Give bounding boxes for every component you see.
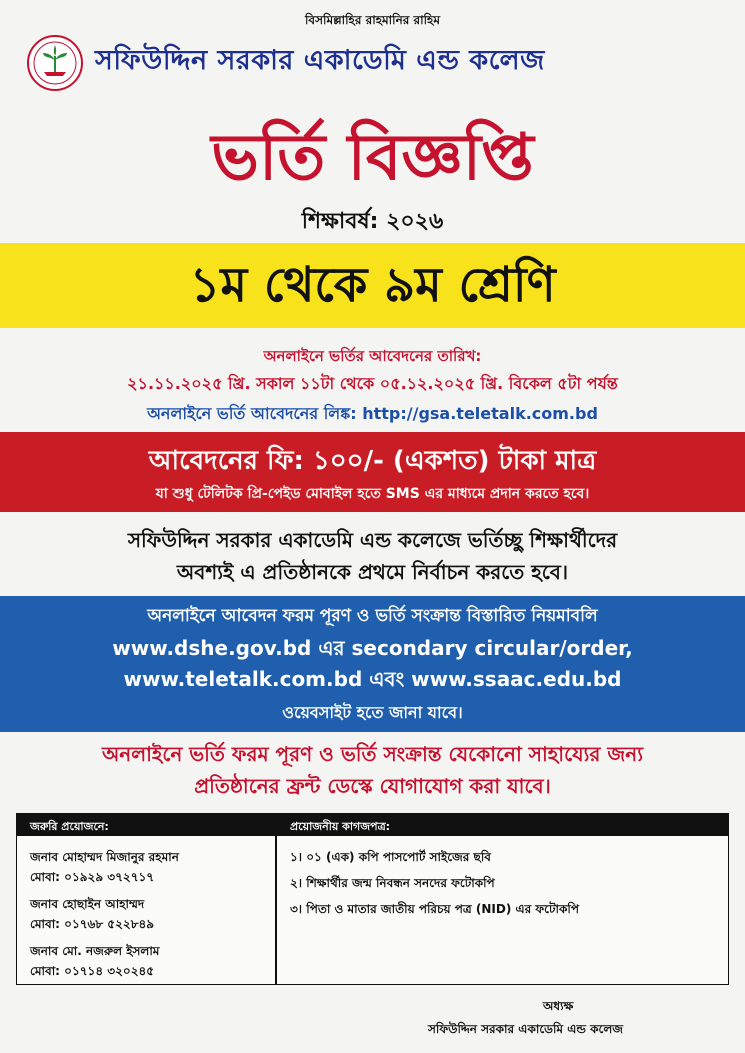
contacts-heading: জরুরি প্রয়োজনে: <box>30 820 109 833</box>
principal-title: অধ্যক্ষ <box>543 999 574 1013</box>
application-date-label: অনলাইনে ভর্তির আবেদনের তারিখ: <box>263 347 482 365</box>
fee-note: যা শুধু টেলিটক প্রি-পেইড মোবাইল হতে SMS এর মাধ্যমে প্রদান করতে হবে। <box>155 486 590 502</box>
contact-phone: মোবা: ০১৭৬৮ ৫২২৮৪৯ <box>30 917 155 931</box>
contact-phone: মোবা: ০১৭১৪ ৩২০২৪৫ <box>30 964 155 978</box>
help-notice-line: প্রতিষ্ঠানের ফ্রন্ট ডেস্কে যোগাযোগ করা যাবে। <box>194 774 551 798</box>
document-item: ৩। পিতা ও মাতার জাতীয় পরিচয় পত্র (NID) এর ফটোকপি <box>290 902 579 916</box>
documents-heading: প্রয়োজনীয় কাগজপত্র: <box>290 820 391 833</box>
contact-name: জনাব হোছাইন আহাম্মদ <box>30 897 145 911</box>
document-item: ২। শিক্ষার্থীর জন্ম নিবন্ধন সনদের ফটোকপি <box>290 876 495 890</box>
contact-phone: মোবা: ০১৯২৯ ৩৭২৭১৭ <box>30 870 155 884</box>
academic-session: শিক্ষাবর্ষ: ২০২৬ <box>301 209 444 234</box>
notice-title: ভর্তি বিজ্ঞপ্তি <box>211 121 534 195</box>
details-line: www.teletalk.com.bd এবং www.ssaac.edu.bd <box>123 667 622 691</box>
help-notice-line: অনলাইনে ভর্তি ফরম পূরণ ও ভর্তি সংক্রান্ত যেকোনো সাহায্যের জন্য <box>101 742 644 766</box>
application-link-url[interactable]: http://gsa.teletalk.com.bd <box>362 404 598 423</box>
application-date-range: ২১.১১.২০২৫ খ্রি. সকাল ১১টা থেকে ০৫.১২.২০২৫ খ্রি. বিকেল ৫টা পর্যন্ত <box>127 374 618 393</box>
institution-logo <box>26 34 84 92</box>
contact-name: জনাব মো. নজরুল ইসলাম <box>30 944 160 958</box>
application-link-line <box>0 401 745 428</box>
details-line: অনলাইনে আবেদন ফরম পূরণ ও ভর্তি সংক্রান্ত বিস্তারিত নিয়মাবলি <box>147 606 598 626</box>
bismillah-text: বিসমিল্লাহির রাহমানির রাহিম <box>304 13 441 27</box>
institution-name: সফিউদ্দিন সরকার একাডেমি এন্ড কলেজ <box>95 45 545 76</box>
class-range-text: ১ম থেকে ৯ম শ্রেণি <box>189 257 556 313</box>
contact-name: জনাব মোহাম্মদ মিজানুর রহমান <box>30 850 179 864</box>
principal-institution: সফিউদ্দিন সরকার একাডেমি এন্ড কলেজ <box>428 1022 624 1036</box>
table-column-divider <box>275 814 277 984</box>
details-line: ওয়েবসাইট হতে জানা যাবে। <box>282 703 463 722</box>
fee-text: আবেদনের ফি: ১০০/- (একশত) টাকা মাত্র <box>148 446 597 476</box>
document-item: ১। ০১ (এক) কপি পাসপোর্ট সাইজের ছবি <box>290 850 491 864</box>
choice-notice-line: অবশ্যই এ প্রতিষ্ঠানকে প্রথমে নির্বাচন করতে হবে। <box>176 560 569 584</box>
choice-notice-line: সফিউদ্দিন সরকার একাডেমি এন্ড কলেজে ভর্তিচ্ছু শিক্ষার্থীদের <box>127 528 618 552</box>
details-line: www.dshe.gov.bd এর secondary circular/order, <box>112 636 633 660</box>
application-link-label: অনলাইনে ভর্তি আবেদনের লিঙ্ক: <box>147 404 357 423</box>
